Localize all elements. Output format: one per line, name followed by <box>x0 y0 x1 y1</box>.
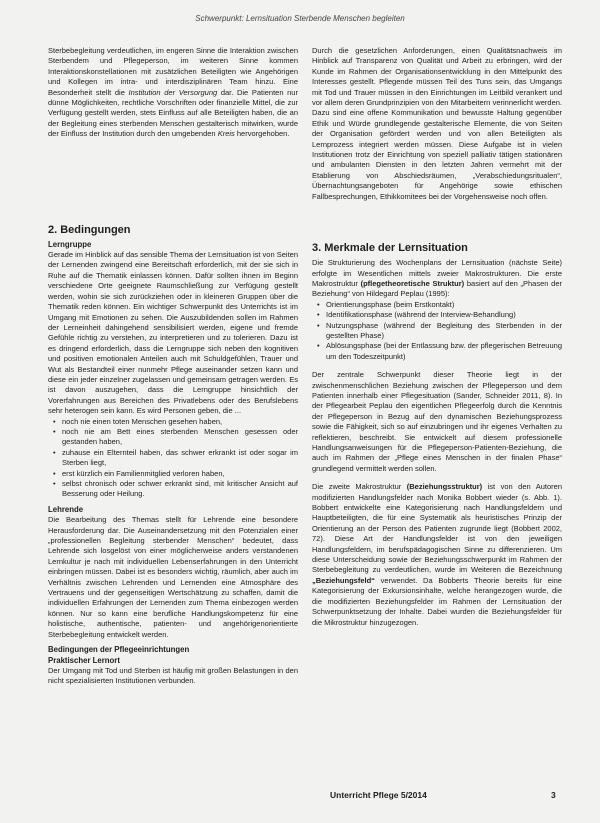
page-number: 3 <box>551 790 556 800</box>
list-item: • noch nie einen toten Menschen gesehen haben, <box>62 417 298 427</box>
spacer <box>48 140 298 224</box>
lernort-paragraph: Der Umgang mit Tod und Sterben ist häufig mit großen Belastungen in den nicht spezialisierten Institutionen verbunden. <box>48 665 298 686</box>
list-item: • Identifikationsphase (während der Interview-Behandlung) <box>326 310 562 320</box>
intro-paragraph <box>48 46 298 140</box>
makro-text-rest: basiert auf den „Phasen der Beziehung“ von Hildegard Peplau (1995): <box>312 278 563 299</box>
bezieh-bold-2: „Beziehungsfeld“ <box>312 575 375 585</box>
phases-list <box>312 300 562 362</box>
makro-text: Die Strukturierung des Wochenplans der Lernsituation (nächste Seite) erfolgte im Wesentlichen mittels zweier Makrostrukturen. Die erste Makrostruktur <box>312 258 562 288</box>
section-heading-bedingungen: 2. Bedingungen <box>48 223 131 236</box>
spacer <box>312 474 562 482</box>
journal-footer: Unterricht Pflege 5/2014 <box>330 790 427 800</box>
section-heading-merkmale: 3. Merkmale der Lernsituation <box>312 242 468 255</box>
subheading-lerngruppe: Lerngruppe <box>48 239 92 249</box>
makro-bold: (pflegetheoretische Struktur) <box>360 278 465 288</box>
intro-italic-2: Kreis <box>217 129 235 139</box>
peplau-paragraph: Der zentrale Schwerpunkt dieser Theorie liegt in der zwischenmenschlichen Beziehung zwischen der Pflegeperson und dem Patienten innerhalb einer Pflegesituation (Sander, Schneider 2011, 8). In der Pflegearbeit Peplau den eigentlichen Pflegeerfolg durch die Kenntnis der Pflegeperson in Bezug auf den dynamischen Beziehungsprozess sowie die Fähigkeit, sich so auf einzubringen und ihr eigenes Verhalten zu reflektieren, beschreibt. Sie entwickelt auf diesem professionelle Handlungsanweisungen für die Pflegeperson-Patienten-Beziehung, die auch im Rahmen der „Pflege eines Menschen in der finalen Phase“ grundlegend vermittelt werden sollen. <box>312 370 562 473</box>
lehrende-paragraph: Die Bearbeitung des Themas stellt für Lehrende eine besondere Herausforderung dar. Die Auseinandersetzung mit den Potenzialen einer „professionellen Begleitung sterbender Menschen“ bedeutet, dass Lehrende sich losgelöst von einer möglicherweise anders verstandenen Lernkultur je nach mit individuellen Lebenserfahrungen in den Unterricht einbringen müssen. Dabei ist es besonders wichtig, räumlich, aber auch im Verhältnis zwischen Lehrenden und Lernenden eine Atmosphäre des Vertrauens und der gegenseitigen Wertschätzung zu schaffen, damit die individuellen Erfahrungen der Lernenden zum Thema einbezogen werden können. Nur so kann eine berufliche Handlungskompetenz für eine holistische, authentische, patienten- und angehörigenorientierte Sterbebegleitung entwickelt werden. <box>48 515 298 639</box>
institution-paragraph: Durch die gesetzlichen Anforderungen, einen Qualitätsnachweis im Hinblick auf Transparenz von Qualität und Arbeit zu erbringen, wird der Kunde im Rahmen der Organisationsentwicklung in den Mittelpunkt des Interesses gestellt. Pflegende müssen Teil des Tuns sein, das Umgangs mit Tod und Trauer müssen in den Einrichtungen im Leitbild verankert und vor allem deren Grundprinzipien von den Mitarbeitern verinnerlicht werden. Dazu sind eine offene Kommunikation und bewusste Haltung gegenüber Ethik und Würde grundlegende gestalterische Elemente, die von Seiten der Organisation gefördert werden und von allen Beteiligten als Lernprozess integriert werden müssen. Diese Aufgabe ist in vielen Institutionen trotz der Einrichtung von speziell palliativ tätigen stationären und ambulanten Diensten in den letzten Jahren vermehrt mit der Etablierung von Abschiedsräumen, „Verabschiedungsritualen“, Übernachtungsangeboten für Angehörige sowie ethischen Fallbesprechungen, Ethikkomitees bei der Vorgehensweise noch offen. <box>312 46 562 201</box>
list-item: • erst kürzlich ein Familienmitglied verloren haben, <box>62 469 298 479</box>
list-item: • noch nie am Bett eines sterbenden Menschen gesessen oder gestanden haben, <box>62 427 298 448</box>
lerngruppe-list <box>48 417 298 500</box>
subheading-praktischer-lernort: Praktischer Lernort <box>48 655 120 665</box>
lerngruppe-paragraph: Gerade im Hinblick auf das sensible Thema der Lernsituation ist von Seiten der Lernenden zwingend eine Bereitschaft erforderlich, mit der sie sich in Ruhe auf die Thematik einlassen können. Dafür sollten ihnen im Beginn verschiedene Orte geeignete Raumschließung zur Verfügung gestellt werden, wohin sie sich zurückziehen oder in kleineren Gruppen über die Thematik reden können. Ein wichtiger Schwerpunkt des Unterrichts ist im Umgang mit Emotionen zu sehen. Die Auszubildenden sollen im Rahmen der Lerneinheit dahingehend sensibilisiert werden, eigene und fremde Gefühle richtig zu verstehen, zu interpretieren und zu tolerieren. Dazu ist es dringend erforderlich, dass die Lerngruppe sich neben den kognitiven und positiven emotionalen Anteilen auch mit Schuldgefühlen, Trauer und Wut als Bestandteil einer nunmehr Pflege auseinander setzen kann und diese ein jeder einzelner zugelassen und gemeinsam getragen werden. Es ist davon auszugehen, dass die Lerngruppe hinsichtlich der Vorerfahrungen aus Bereichen des Privatlebens oder des Berufslebens sehr heterogen sein kann. Es wird Personen geben, die ... <box>48 250 298 416</box>
intro-text-rest: dar. Die Patienten nur dünne Möglichkeiten, rechtliche Vorschriften oder finanzielle Mittel, die zur Verfügung gestellt werden, stets Einfluss auf alle Beteiligten haben, die an der Begleitung eines sterbenden Menschen gestalterisch mitwirken, wurde der Einfluss der Institution durch den umgebenden <box>48 87 298 139</box>
bezieh-text: Die zweite Makrostruktur <box>312 482 402 492</box>
running-header: Schwerpunkt: Lernsituation Sterbende Menschen begleiten <box>195 14 405 23</box>
left-column <box>48 46 298 687</box>
intro-text: Sterbebegleitung verdeutlichen, im engeren Sinne die Interaktion zwischen Sterbendem und Pflegeperson, im weiteren Sinne kommen Interaktionskonstellationen mit zusätzlichen Beteiligten wie Angehörigen und Kollegen im intra- und interdisziplinären Team hinzu. Eine Besonderheit stellt die <box>48 46 298 97</box>
bezieh-bold: (Beziehungsstruktur) <box>406 482 483 492</box>
list-item: • selbst chronisch oder schwer erkrankt sind, mit kritischer Ansicht auf Besserung oder Heilung. <box>62 479 298 500</box>
subheading-lehrende: Lehrende <box>48 504 84 514</box>
list-item: • Ablösungsphase (bei der Entlassung bzw. der pflegerischen Betreuung um den Todeszeitpunkt) <box>326 341 562 362</box>
list-item: • zuhause ein Elternteil haben, das schwer erkrankt ist oder sogar im Sterben liegt, <box>62 448 298 469</box>
beziehungsstruktur-paragraph <box>312 482 562 628</box>
spacer <box>312 202 562 242</box>
intro-italic: Institution der Versorgung <box>128 87 218 97</box>
spacer <box>312 362 562 370</box>
bezieh-text-rest: ist von den Autoren modifizierten Handlungsfelder nach Monika Bobbert wieder (s. Abb. 1). Bobbert entwickelte eine Kategorisierung nach Handlungsfeldern und Hauptbeteiligten, die für eine Systematik als heuristisches Prinzip der Orientierung an der Person des Patienten zugrunde liegt (Bobbert 2002, 72). Diese Art der Handlungsfelder ist von den jeweiligen Handlungsfeldern, im berufspädagogischen Sinne zu differenzieren. Um diese Unterscheidung sowie der Beziehungsschwerpunkt im Rahmen der Sterbebegleitung zu verdeutlichen, wurde im Weiteren die Bezeichnung <box>312 482 562 575</box>
right-column <box>312 46 562 628</box>
intro-text-end: hervorgehoben. <box>236 129 290 139</box>
makrostruktur-paragraph <box>312 258 562 300</box>
subheading-bedingungen-pflege: Bedingungen der Pflegeeinrichtungen <box>48 645 190 655</box>
bezieh-text-end: verwendet. Da Bobberts Theorie bereits für eine Kategorisierung der Exkursionsinhalte, welche herangezogen wurde, die die modifizierten Beziehungsfelder im Rahmen der Lernsituation der Schwerpunktsetzung der Inhalte. Dabei wurden die Beziehungsfelder für die Mikrostruktur hinzugezogen. <box>312 575 562 627</box>
list-item: • Orientierungsphase (beim Erstkontakt) <box>326 300 562 310</box>
list-item: • Nutzungsphase (während der Begleitung des Sterbenden in der gestellten Phase) <box>326 321 562 342</box>
